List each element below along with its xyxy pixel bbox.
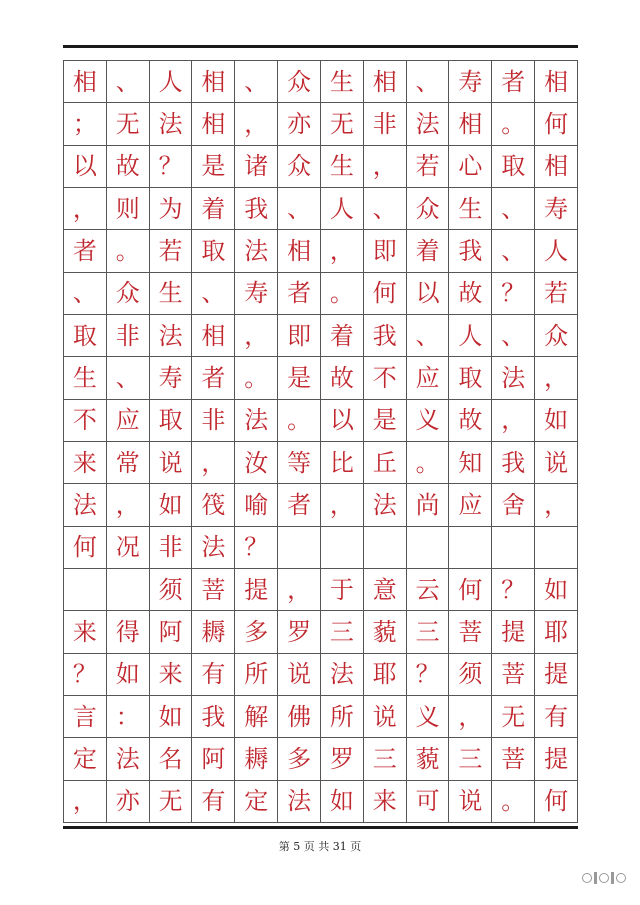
- grid-cell: ，: [535, 357, 578, 399]
- grid-cell: 常: [107, 442, 150, 484]
- grid-cell: 我: [492, 442, 535, 484]
- grid-cell: 耨: [235, 738, 278, 780]
- grid-cell: ，: [321, 484, 364, 526]
- grid-cell: 寿: [235, 273, 278, 315]
- grid-cell: 法: [321, 654, 364, 696]
- grid-cell: 应: [107, 400, 150, 442]
- grid-cell: 取: [64, 315, 107, 357]
- grid-cell: 故: [449, 273, 492, 315]
- grid-cell: 、: [407, 61, 450, 103]
- grid-cell: 寿: [449, 61, 492, 103]
- grid-cell: 相: [449, 103, 492, 145]
- grid-cell: 。: [278, 400, 321, 442]
- grid-cell: 众: [107, 273, 150, 315]
- grid-cell: 定: [235, 781, 278, 823]
- bottom-rule: [63, 826, 578, 829]
- grid-cell: 藐: [364, 611, 407, 653]
- grid-cell: 有: [192, 654, 235, 696]
- grid-cell: 、: [107, 61, 150, 103]
- grid-cell: 来: [150, 654, 193, 696]
- grid-cell: 者: [278, 273, 321, 315]
- grid-cell: ？: [492, 273, 535, 315]
- grid-cell: ？: [64, 654, 107, 696]
- grid-cell: ；: [64, 103, 107, 145]
- grid-cell: 着: [407, 230, 450, 272]
- grid-cell: 况: [107, 527, 150, 569]
- grid-cell: 法: [192, 527, 235, 569]
- grid-cell: 三: [321, 611, 364, 653]
- grid-cell: 人: [535, 230, 578, 272]
- grid-cell: [321, 527, 364, 569]
- grid-cell: 。: [107, 230, 150, 272]
- grid-cell: 说: [278, 654, 321, 696]
- grid-cell: 以: [64, 146, 107, 188]
- grid-cell: 无: [321, 103, 364, 145]
- grid-cell: 众: [278, 146, 321, 188]
- grid-cell: 相: [535, 61, 578, 103]
- grid-cell: 、: [235, 61, 278, 103]
- grid-cell: 无: [150, 781, 193, 823]
- grid-cell: 三: [364, 738, 407, 780]
- grid-cell: 非: [192, 400, 235, 442]
- grid-cell: 喻: [235, 484, 278, 526]
- grid-cell: 故: [107, 146, 150, 188]
- grid-cell: ，: [535, 484, 578, 526]
- grid-cell: 应: [449, 484, 492, 526]
- grid-cell: ？: [150, 146, 193, 188]
- grid-cell: 众: [535, 315, 578, 357]
- grid-cell: 法: [278, 781, 321, 823]
- grid-cell: 生: [64, 357, 107, 399]
- grid-cell: 耨: [192, 611, 235, 653]
- grid-cell: 寿: [535, 188, 578, 230]
- grid-cell: [364, 527, 407, 569]
- grid-cell: 法: [107, 738, 150, 780]
- grid-cell: 提: [492, 611, 535, 653]
- grid-cell: 取: [192, 230, 235, 272]
- grid-cell: 相: [278, 230, 321, 272]
- grid-cell: 我: [364, 315, 407, 357]
- grid-cell: 须: [150, 569, 193, 611]
- grid-cell: 我: [192, 696, 235, 738]
- grid-cell: 法: [150, 103, 193, 145]
- grid-cell: 法: [150, 315, 193, 357]
- grid-cell: 来: [364, 781, 407, 823]
- grid-cell: 取: [492, 146, 535, 188]
- grid-cell: 人: [321, 188, 364, 230]
- grid-cell: 为: [150, 188, 193, 230]
- grid-cell: 三: [407, 611, 450, 653]
- grid-cell: ，: [321, 230, 364, 272]
- grid-cell: 。: [321, 273, 364, 315]
- grid-cell: 我: [235, 188, 278, 230]
- grid-cell: 有: [192, 781, 235, 823]
- grid-cell: 三: [449, 738, 492, 780]
- grid-cell: 来: [64, 442, 107, 484]
- grid-cell: 以: [407, 273, 450, 315]
- grid-cell: 着: [321, 315, 364, 357]
- grid-cell: 生: [321, 61, 364, 103]
- grid-cell: ，: [364, 146, 407, 188]
- grid-cell: 何: [449, 569, 492, 611]
- grid-cell: 是: [364, 400, 407, 442]
- grid-cell: [107, 569, 150, 611]
- grid-cell: 说: [364, 696, 407, 738]
- grid-cell: 法: [235, 230, 278, 272]
- grid-cell: ，: [278, 569, 321, 611]
- grid-cell: 众: [407, 188, 450, 230]
- grid-cell: 法: [235, 400, 278, 442]
- grid-cell: [535, 527, 578, 569]
- grid-cell: 不: [64, 400, 107, 442]
- grid-cell: 、: [492, 230, 535, 272]
- grid-cell: 解: [235, 696, 278, 738]
- grid-cell: 法: [64, 484, 107, 526]
- grid-cell: ？: [407, 654, 450, 696]
- grid-cell: [449, 527, 492, 569]
- grid-cell: 定: [64, 738, 107, 780]
- grid-cell: 如: [107, 654, 150, 696]
- grid-cell: 舍: [492, 484, 535, 526]
- top-rule: [63, 45, 578, 48]
- grid-cell: 若: [407, 146, 450, 188]
- grid-cell: 故: [449, 400, 492, 442]
- grid-cell: 所: [321, 696, 364, 738]
- grid-cell: 筏: [192, 484, 235, 526]
- grid-cell: 着: [192, 188, 235, 230]
- grid-cell: 说: [535, 442, 578, 484]
- grid-cell: 义: [407, 400, 450, 442]
- grid-cell: 得: [107, 611, 150, 653]
- grid-cell: ，: [64, 781, 107, 823]
- grid-cell: 者: [278, 484, 321, 526]
- grid-cell: 丘: [364, 442, 407, 484]
- grid-cell: 法: [407, 103, 450, 145]
- grid-cell: 罗: [278, 611, 321, 653]
- grid-cell: ，: [449, 696, 492, 738]
- grid-cell: 、: [278, 188, 321, 230]
- grid-cell: 意: [364, 569, 407, 611]
- grid-cell: 。: [235, 357, 278, 399]
- grid-cell: 如: [535, 569, 578, 611]
- grid-cell: 、: [107, 357, 150, 399]
- grid-cell: 知: [449, 442, 492, 484]
- page-number-footer: 第 5 页 共 31 页: [278, 840, 362, 853]
- grid-cell: 云: [407, 569, 450, 611]
- grid-cell: 非: [107, 315, 150, 357]
- grid-cell: 即: [278, 315, 321, 357]
- grid-cell: ，: [107, 484, 150, 526]
- grid-cell: 相: [192, 315, 235, 357]
- grid-cell: 何: [64, 527, 107, 569]
- grid-cell: 、: [492, 315, 535, 357]
- grid-cell: 何: [535, 781, 578, 823]
- grid-cell: 亦: [107, 781, 150, 823]
- grid-cell: 多: [235, 611, 278, 653]
- grid-cell: 寿: [150, 357, 193, 399]
- grid-cell: 如: [535, 400, 578, 442]
- grid-cell: 菩: [449, 611, 492, 653]
- grid-cell: 尚: [407, 484, 450, 526]
- grid-cell: ，: [235, 103, 278, 145]
- grid-cell: 、: [192, 273, 235, 315]
- grid-cell: 汝: [235, 442, 278, 484]
- grid-cell: 是: [278, 357, 321, 399]
- grid-cell: 即: [364, 230, 407, 272]
- grid-cell: 相: [64, 61, 107, 103]
- grid-cell: 耶: [535, 611, 578, 653]
- grid-cell: 、: [364, 188, 407, 230]
- grid-cell: 、: [492, 188, 535, 230]
- grid-cell: 、: [64, 273, 107, 315]
- grid-cell: [64, 569, 107, 611]
- grid-cell: 心: [449, 146, 492, 188]
- grid-cell: 是: [192, 146, 235, 188]
- grid-cell: 于: [321, 569, 364, 611]
- grid-cell: 无: [107, 103, 150, 145]
- grid-cell: 故: [321, 357, 364, 399]
- grid-cell: 众: [278, 61, 321, 103]
- grid-cell: 诸: [235, 146, 278, 188]
- grid-cell: 罗: [321, 738, 364, 780]
- grid-cell: 言: [64, 696, 107, 738]
- grid-cell: 何: [535, 103, 578, 145]
- grid-cell: 如: [321, 781, 364, 823]
- grid-cell: 佛: [278, 696, 321, 738]
- grid-cell: 生: [321, 146, 364, 188]
- grid-cell: 菩: [492, 654, 535, 696]
- grid-cell: 亦: [278, 103, 321, 145]
- grid-cell: 生: [150, 273, 193, 315]
- grid-cell: 不: [364, 357, 407, 399]
- grid-cell: [407, 527, 450, 569]
- grid-cell: 者: [192, 357, 235, 399]
- grid-cell: 耶: [364, 654, 407, 696]
- grid-cell: 来: [64, 611, 107, 653]
- grid-cell: 若: [150, 230, 193, 272]
- grid-cell: 。: [492, 781, 535, 823]
- grid-cell: 应: [407, 357, 450, 399]
- grid-cell: 何: [364, 273, 407, 315]
- grid-cell: 说: [150, 442, 193, 484]
- grid-cell: 多: [278, 738, 321, 780]
- grid-cell: 可: [407, 781, 450, 823]
- calligraphy-grid: [63, 60, 578, 823]
- grid-cell: [492, 527, 535, 569]
- grid-cell: 取: [449, 357, 492, 399]
- grid-cell: ，: [64, 188, 107, 230]
- grid-cell: 相: [535, 146, 578, 188]
- grid-cell: 。: [492, 103, 535, 145]
- grid-cell: 相: [192, 103, 235, 145]
- watermark-logo-icon: [582, 872, 626, 884]
- grid-cell: 若: [535, 273, 578, 315]
- grid-cell: 者: [64, 230, 107, 272]
- grid-cell: 名: [150, 738, 193, 780]
- grid-cell: 阿: [192, 738, 235, 780]
- grid-cell: [278, 527, 321, 569]
- grid-cell: 比: [321, 442, 364, 484]
- grid-cell: ？: [492, 569, 535, 611]
- grid-cell: 者: [492, 61, 535, 103]
- grid-cell: 非: [150, 527, 193, 569]
- grid-cell: ，: [235, 315, 278, 357]
- grid-cell: 所: [235, 654, 278, 696]
- grid-cell: 义: [407, 696, 450, 738]
- grid-cell: 等: [278, 442, 321, 484]
- grid-cell: 人: [449, 315, 492, 357]
- grid-cell: ：: [107, 696, 150, 738]
- grid-cell: ，: [192, 442, 235, 484]
- grid-cell: 提: [535, 654, 578, 696]
- grid-cell: 法: [364, 484, 407, 526]
- grid-cell: 如: [150, 696, 193, 738]
- grid-cell: 非: [364, 103, 407, 145]
- grid-cell: 生: [449, 188, 492, 230]
- grid-cell: 藐: [407, 738, 450, 780]
- grid-cell: 人: [150, 61, 193, 103]
- grid-cell: 取: [150, 400, 193, 442]
- grid-cell: 须: [449, 654, 492, 696]
- grid-cell: 提: [535, 738, 578, 780]
- grid-cell: 无: [492, 696, 535, 738]
- grid-cell: 相: [192, 61, 235, 103]
- grid-cell: 法: [492, 357, 535, 399]
- grid-cell: 。: [407, 442, 450, 484]
- grid-cell: 则: [107, 188, 150, 230]
- grid-cell: ？: [235, 527, 278, 569]
- grid-cell: 提: [235, 569, 278, 611]
- grid-cell: 有: [535, 696, 578, 738]
- grid-cell: 、: [407, 315, 450, 357]
- grid-cell: 如: [150, 484, 193, 526]
- grid-cell: 阿: [150, 611, 193, 653]
- grid-cell: 菩: [492, 738, 535, 780]
- grid-cell: 以: [321, 400, 364, 442]
- grid-cell: 相: [364, 61, 407, 103]
- grid-cell: 菩: [192, 569, 235, 611]
- grid-cell: 我: [449, 230, 492, 272]
- grid-cell: ，: [492, 400, 535, 442]
- grid-cell: 说: [449, 781, 492, 823]
